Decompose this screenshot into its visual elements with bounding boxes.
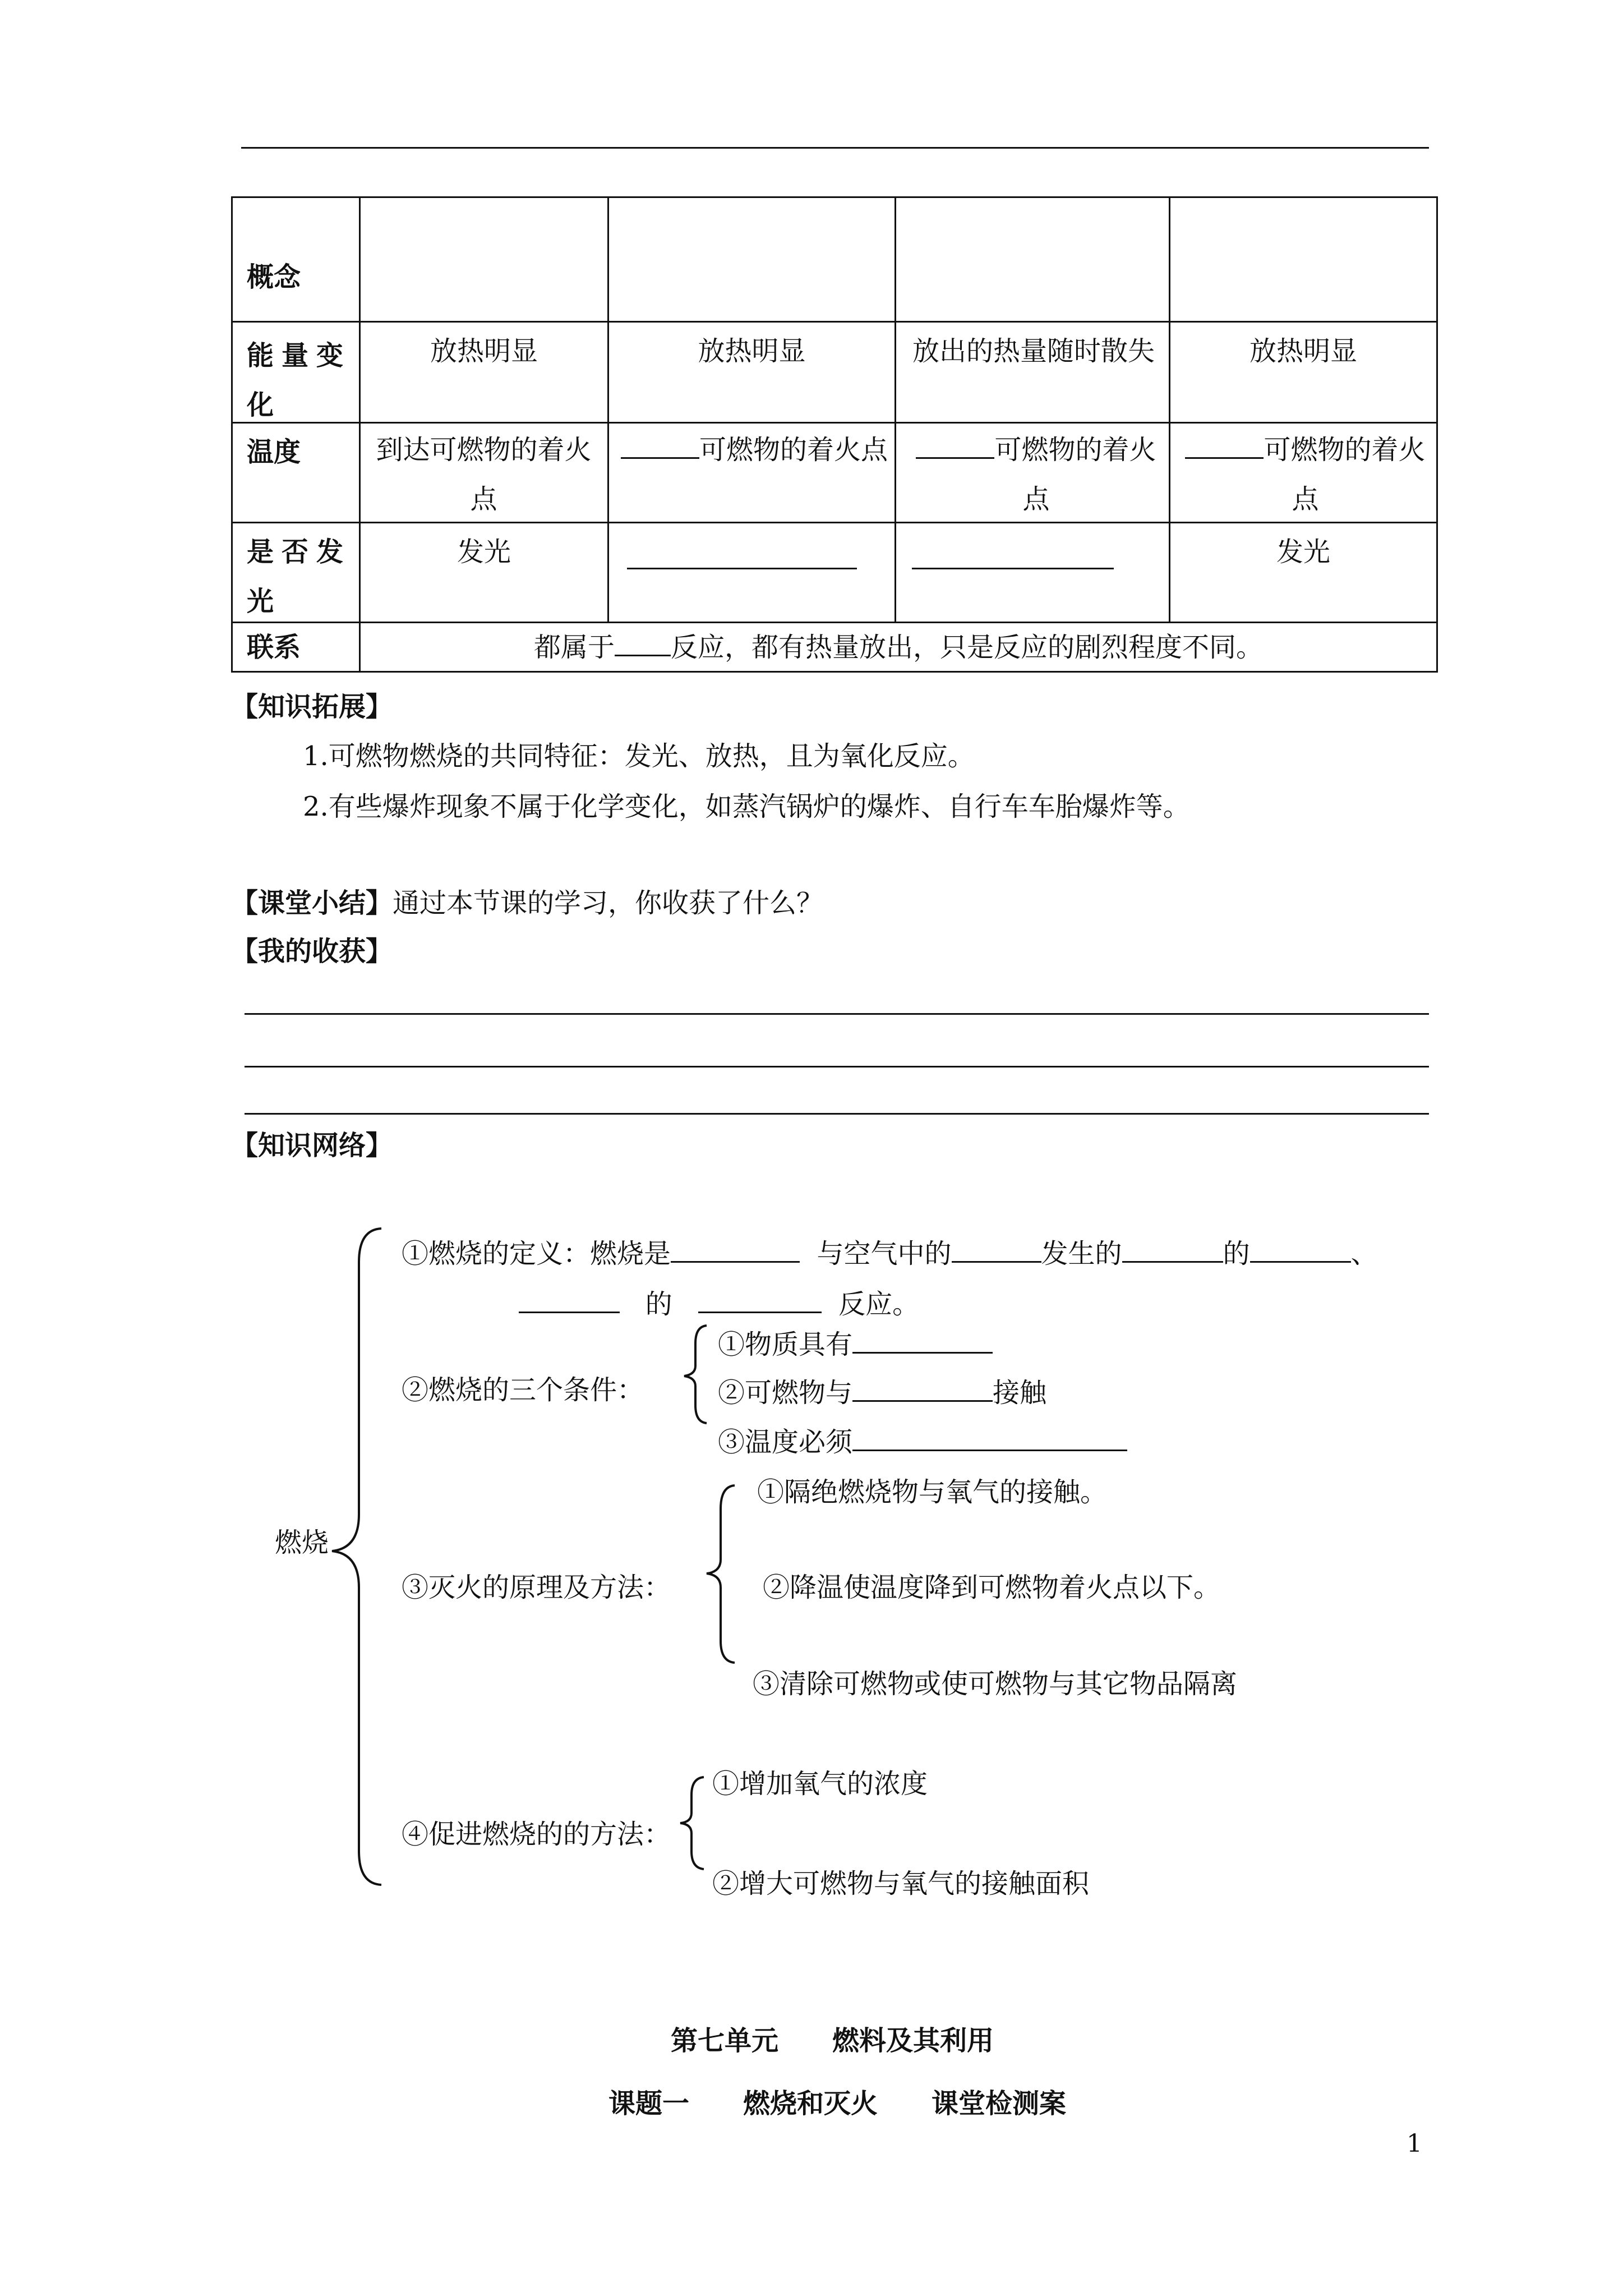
relation-cell: 都属于 反应，都有热量放出，只是反应的剧烈程度不同。 (361, 623, 1436, 672)
row-header-concept: 概念 (247, 261, 301, 293)
cond-label: ②燃烧的三个条件： (402, 1374, 644, 1406)
temp-cell-4: 可燃物的着火点 (1178, 425, 1433, 524)
cond-brace-icon (679, 1321, 718, 1428)
network-root: 燃烧 (275, 1527, 329, 1558)
harvest-heading: 【我的收获】 (231, 936, 393, 967)
row-header-light: 是否发光 (247, 536, 352, 617)
knowledge-ext-item-1: 1.可燃物燃烧的共同特征：发光、放热，且为氧化反应。 (303, 740, 975, 772)
cond-3: ③温度必须 (718, 1423, 1127, 1459)
energy-cell-4: 放热明显 (1249, 335, 1357, 367)
light-cell-1: 发光 (457, 536, 511, 568)
temp-cell-3: 可燃物的着火点 (903, 425, 1169, 524)
fire-method-1: ①隔绝燃烧物与氧气的接触。 (757, 1476, 1108, 1508)
promote-1: ①增加氧气的浓度 (712, 1768, 928, 1800)
temp-cell-2: 可燃物的着火点 (617, 425, 892, 475)
fire-method-3: ③清除可燃物或使可燃物与其它物品隔离 (753, 1668, 1238, 1700)
lesson-title: 课题一 燃烧和灭火 课堂检测案 (608, 2088, 1067, 2119)
harvest-line-3[interactable] (245, 1113, 1429, 1115)
row-header-relation: 联系 (247, 632, 301, 663)
header-rule (241, 147, 1429, 149)
temp-cell-1: 到达可燃物的着火点 (376, 434, 592, 515)
summary-line (231, 886, 823, 920)
harvest-line-2[interactable] (245, 1066, 1429, 1068)
def-line-1: ①燃烧的定义：燃烧是 与空气中的 发生的 的 、 (402, 1234, 1378, 1271)
page-number: 1 (1407, 2129, 1422, 2158)
light-blank-3 (912, 568, 1114, 569)
fire-label: ③灭火的原理及方法： (402, 1572, 671, 1603)
light-blank-2 (627, 568, 857, 569)
cond-2: ②可燃物与 接触 (718, 1373, 1046, 1410)
energy-cell-2: 放热明显 (698, 335, 806, 367)
summary-heading: 【课堂小结】 (231, 887, 393, 919)
row-header-temperature: 温度 (247, 436, 301, 468)
cond-1: ①物质具有 (718, 1325, 993, 1361)
def-line-2: 的 反应。 (519, 1285, 919, 1321)
promote-brace-icon (676, 1773, 715, 1874)
summary-text: 通过本节课的学习，你收获了什么？ (393, 887, 824, 919)
energy-cell-1: 放热明显 (430, 335, 538, 367)
promote-label: ④促进燃烧的的方法： (402, 1819, 671, 1850)
energy-cell-3: 放出的热量随时散失 (912, 335, 1155, 367)
knowledge-ext-heading: 【知识拓展】 (231, 691, 393, 723)
harvest-line-1[interactable] (245, 1013, 1429, 1015)
main-brace-icon (325, 1223, 387, 1890)
network-heading: 【知识网络】 (231, 1130, 393, 1161)
unit-title: 第七单元 燃料及其利用 (671, 2025, 994, 2056)
promote-2: ②增大可燃物与氧气的接触面积 (712, 1868, 1090, 1899)
light-cell-4: 发光 (1276, 536, 1330, 568)
row-header-energy: 能量变化 (247, 340, 352, 421)
knowledge-ext-item-2: 2.有些爆炸现象不属于化学变化，如蒸汽锅炉的爆炸、自行车车胎爆炸等。 (303, 791, 1190, 822)
fire-method-2: ②降温使温度降到可燃物着火点以下。 (763, 1572, 1221, 1603)
fire-brace-icon (701, 1481, 751, 1666)
